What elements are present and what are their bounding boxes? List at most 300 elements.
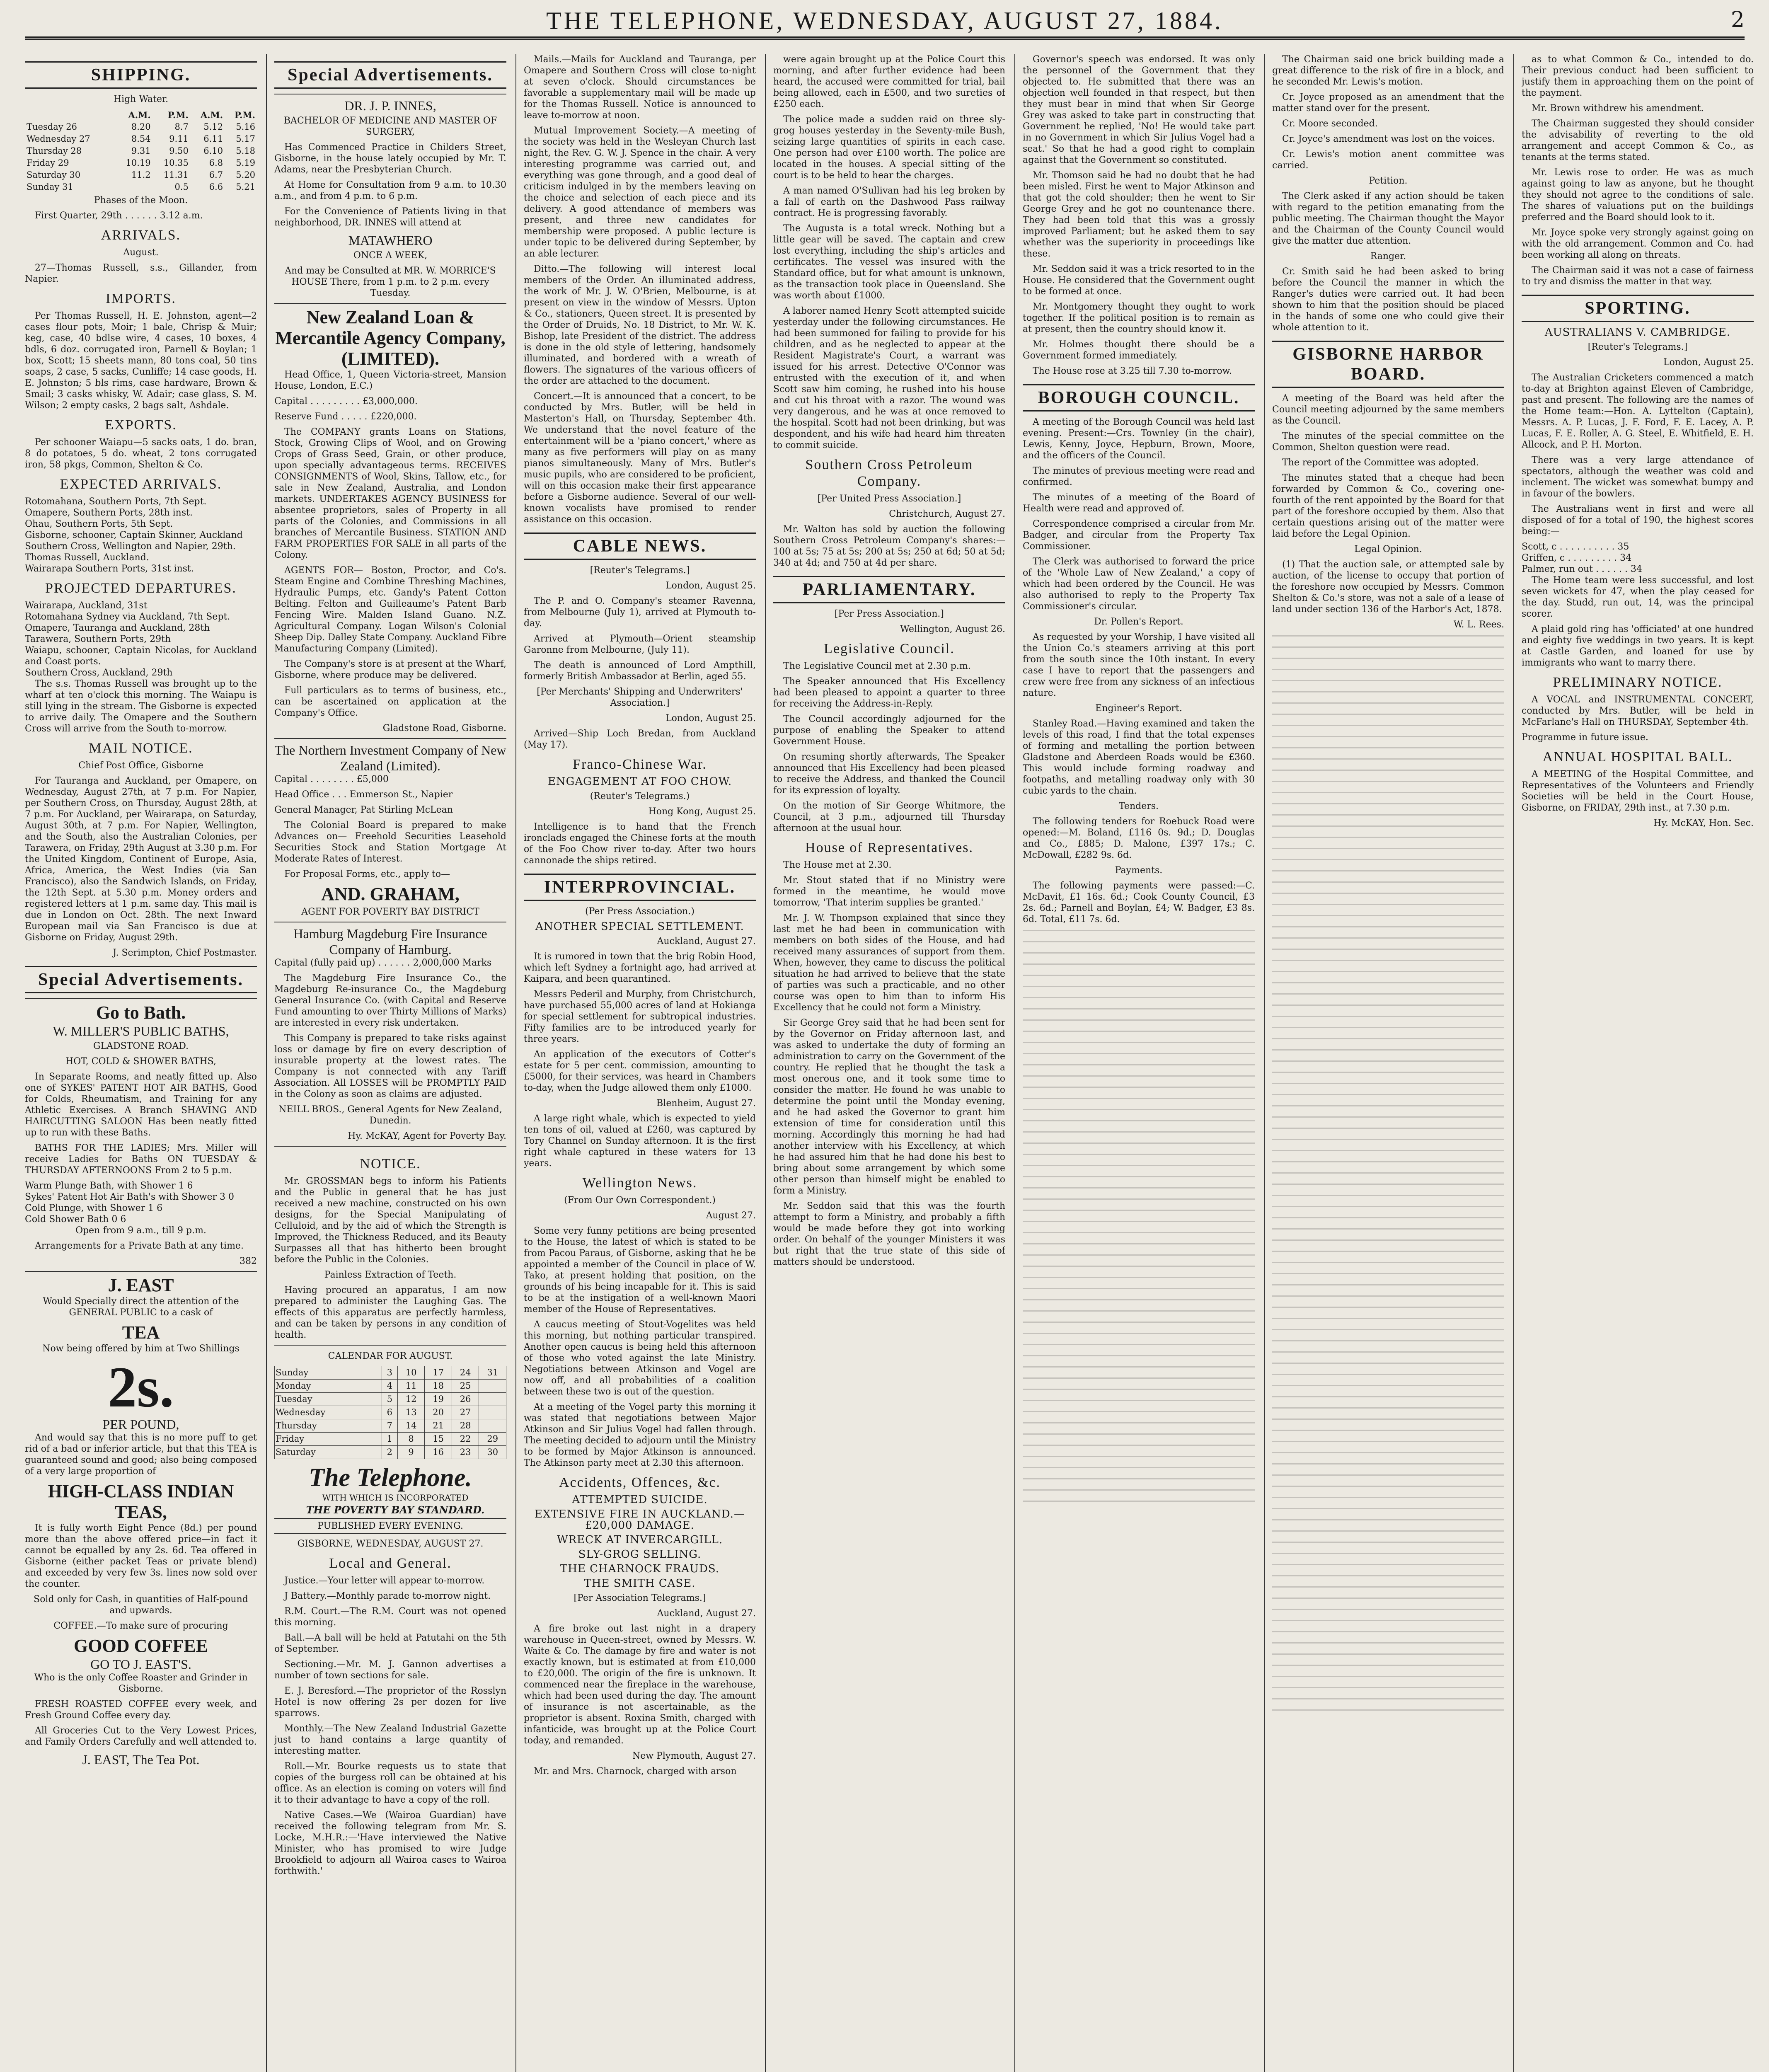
sporting-source: [Reuter's Telegrams.]: [1588, 342, 1688, 352]
calendar-cell: 8: [397, 1433, 425, 1446]
tenders-heading: Tenders.: [1118, 801, 1159, 811]
column-2: [274, 54, 506, 2072]
petition-heading: Petition.: [1369, 176, 1408, 186]
calendar-cell: Sunday: [275, 1366, 382, 1380]
house-paras: [773, 859, 1005, 1268]
leg-paragraph: On the motion of Sir George Whitmore, the Council, at 3 p.m., adjourned till Thursday afternoon at the usual hour.: [773, 801, 1005, 833]
column-rule: [515, 54, 516, 2072]
hospital-text: A MEETING of the Hospital Committee, and Representatives of the Volunteers and Friendly Societies will be held in the Court House, Gisborne, on FRIDAY, 29th inst., at 7.30 p.m.: [1522, 769, 1754, 813]
matawhero: MATAWHERO: [348, 233, 433, 248]
news-paragraph: Mr. Seddon said it was a trick resorted to in the House. He considered that the Government ought to be formed at once.: [1023, 264, 1255, 297]
northern-ad: [274, 738, 506, 917]
inter-source: (Per Press Association.): [585, 906, 695, 917]
moon-line: First Quarter, 29th . . . . . . 3.12 a.m.: [35, 211, 203, 221]
notice-ad: [274, 1146, 506, 1341]
cable-paragraph: The P. and O. Company's steamer Ravenna, from Melbourne (July 1), arrived at Plymouth to-day.: [524, 596, 756, 629]
local-paras: [274, 1575, 506, 1877]
east-text5: Sold only for Cash, in quantities of Half-pound and upwards.: [34, 1594, 248, 1616]
news-paragraph: Cr. Moore seconded.: [1282, 119, 1378, 129]
column-rule: [765, 54, 766, 2072]
payments-heading: Payments.: [1115, 865, 1163, 876]
hamburg-text: The Magdeburg Fire Insurance Co., the Magdeburg Re-insurance Co., the Magdeburg General Insurance Co. (with Capital and Reserve Fund amounting to over Thirty Millions of Marks) are interested in every risk undertaken.: [274, 973, 506, 1028]
calendar-cell: 18: [425, 1380, 452, 1393]
hamburg-text2: This Company is prepared to take risks against loss or damage by fire on every description of insurable property at the lowest rates. The Company is not connected with any Tariff Association. All LOSSES will be PROMPTLY PAID in the Colony as soon as claims are adjusted.: [274, 1033, 506, 1099]
tide-body: [25, 121, 257, 193]
calendar-cell: 4: [382, 1380, 397, 1393]
tide-cell: Sunday 31: [27, 182, 73, 192]
sporting-text2: There was a very large attendance of spectators, although the weather was cold and inclement. The wicket was somewhat bumpy and in favour of the bowlers.: [1522, 455, 1754, 499]
projected-item: Southern Cross, Auckland, 29th: [25, 668, 173, 678]
northern-manager: General Manager, Pat Stirling McLean: [274, 805, 453, 815]
tide-cell: 5.20: [236, 170, 255, 180]
innes-hours: At Home for Consultation from 9 a.m. to 10.30 a.m., and from 4 p.m. to 6 p.m.: [274, 180, 506, 201]
nzloan-addr: Gladstone Road, Gisborne.: [382, 723, 506, 733]
col3-paras: [524, 54, 756, 525]
tide-row: [25, 145, 257, 157]
inter-heading: INTERPROVINCIAL.: [524, 874, 756, 901]
column-rule: [1264, 54, 1265, 2072]
baths-price-list: [25, 1180, 257, 1225]
special-ads-heading: Special Advertisements.: [25, 966, 257, 993]
arrivals-month: August.: [123, 247, 159, 258]
baths-price-item: Warm Plunge Bath, with Shower 1 6: [25, 1181, 193, 1191]
prelim-text: A VOCAL and INSTRUMENTAL CONCERT, conducted by Mrs. Butler, will be held in McFarlane's Hall on THURSDAY, September 4th.: [1522, 695, 1754, 727]
tide-cell: 5.17: [236, 134, 255, 144]
nzloan-ad: [274, 303, 506, 734]
projected-item: Waiapu, schooner, Captain Nicolas, for Auckland and Coast ports.: [25, 645, 257, 667]
ranger-heading: Ranger.: [1370, 251, 1406, 261]
calendar-cell: 3: [382, 1366, 397, 1380]
calendar-row: [275, 1393, 506, 1406]
cable-date: London, August 25.: [665, 581, 756, 591]
text-body-filler: [1272, 635, 1504, 1713]
franco-text: Intelligence is to hand that the French ironclads engaged the Chinese forts at the mouth of the Foo Chow river to-day. After two hours cannonade the ships retired.: [524, 822, 756, 866]
east-tea: TEA: [122, 1322, 160, 1343]
tide-col: P.M.: [167, 110, 189, 120]
plaid-text: A plaid gold ring has 'officiated' at one hundred and eighty five weddings in two years. It is kept at Castle Garden, and loaned for use by immigrants who want to marry there.: [1522, 624, 1754, 668]
imports-heading: IMPORTS.: [106, 291, 176, 306]
borough-paragraph: A meeting of the Borough Council was held last evening. Present:—Crs. Townley (in the chair), Lewis, Kenny, Joyce, Hepburn, Brown, Moore, and the officers of the Council.: [1023, 417, 1255, 461]
calendar-cell: 25: [452, 1380, 479, 1393]
nzloan-capital: Capital . . . . . . . . . £3,000,000.: [274, 396, 418, 407]
teapot: J. EAST, The Tea Pot.: [82, 1752, 200, 1767]
prelim-heading: PRELIMINARY NOTICE.: [1553, 675, 1723, 690]
tide-cell: Thursday 28: [27, 146, 82, 156]
calendar-cell: Saturday: [275, 1446, 382, 1459]
paper-standard: THE POVERTY BAY STANDARD.: [306, 1504, 485, 1516]
column-rule: [1513, 54, 1514, 2072]
scpc-text: Mr. Walton has sold by auction the following Southern Cross Petroleum Company's shares:—100 at 5s; 75 at 5s; 200 at 5s; 250 at 6d; 50 at 5d; 340 at 4d; and 750 at 4d per share.: [773, 524, 1005, 568]
masthead: [25, 7, 1745, 40]
tide-cell: Wednesday 27: [27, 134, 90, 144]
projected-item: Omapere, Tauranga and Auckland, 28th: [25, 623, 210, 633]
acc-text2: Mr. and Mrs. Charnock, charged with arson: [534, 1766, 737, 1777]
borough-paragraph: The minutes of a meeting of the Board of Health were read and approved of.: [1023, 492, 1255, 514]
calendar-cell: 2: [382, 1446, 397, 1459]
tide-cell: 6.11: [203, 134, 223, 144]
prelim-programme: Programme in future issue.: [1522, 732, 1648, 743]
northern-forms: For Proposal Forms, etc., apply to—: [284, 869, 450, 879]
news-paragraph: Mr. Brown withdrew his amendment.: [1532, 103, 1704, 114]
expected-list: [25, 496, 257, 574]
imports-text: Per Thomas Russell, H. E. Johnston, agent—2 cases flour pots, Moir; 1 bale, Chrisp & Muir; keg, case, 40 bdlse wire, 4 cases, 10 boxes, 4 bdls, 6 doz. corrugated iron, Parnell & Boylan; 1 box, Scott; 15 sheets mann, 80 tons coal, 50 tins soaps, 2 case, 5 sacks, Cunliffe; 14 case goods, H. E. Johnston; 5 bls rims, case hardware, Brown & Smail; 3 casks whisky, W. Adair; case glass, S. M. Wilson; 2 empty casks, 2 bags salt, Ashdale.: [25, 311, 257, 411]
calendar-cell: Thursday: [275, 1419, 382, 1433]
franco-date: Hong Kong, August 25.: [648, 806, 756, 817]
leg-paragraph: On resuming shortly afterwards, The Speaker announced that His Excellency had been pleased to receive the Address, and thanked the Council for its expression of loyalty.: [773, 752, 1005, 796]
news-paragraph: Mr. Lewis rose to order. He was as much against going to law as anyone, but he thought they should not agree to the conditions of sale. The shares of valuations put on the buildings preferred and the Board should look to it.: [1522, 167, 1754, 223]
baths-price-item: Cold Plunge, with Shower 1 6: [25, 1203, 163, 1213]
tide-heading: High Water.: [113, 94, 169, 104]
wellington-heading: Wellington News.: [582, 1175, 697, 1191]
acc-source: [Per Association Telegrams.]: [574, 1593, 706, 1603]
baths-open: Open from 9 a.m., till 9 p.m.: [75, 1225, 206, 1236]
borough-paragraph: Correspondence comprised a circular from Mr. Badger, and circular from the Property Tax Commissioner.: [1023, 519, 1255, 552]
calendar-cell: 17: [425, 1366, 452, 1380]
borough-paragraph: The Clerk was authorised to forward the price of the 'Whole Law of New Zealand,' a copy of which had been ordered by the Council. He was also authorised to reply to the Property Tax Commissioner's circular.: [1023, 557, 1255, 612]
calendar-row: [275, 1446, 506, 1459]
exports-text: Per schooner Waiapu—5 sacks oats, 1 do. bran, 8 do potatoes, 5 do. wheat, 2 tons corrugated iron, 58 pkgs, Common, Shelton & Co.: [25, 437, 257, 470]
expected-item: Southern Cross, Wellington and Napier, 29th.: [25, 541, 236, 552]
cable-para2: Arrived—Ship Loch Bredan, from Auckland (May 17).: [524, 729, 756, 750]
baths-price-item: Sykes' Patent Hot Air Bath's with Shower 3 0: [25, 1192, 235, 1202]
tide-cell: 6.8: [209, 158, 223, 168]
calendar-cell: 14: [397, 1419, 425, 1433]
tide-cell: 8.7: [174, 122, 189, 132]
house-paragraph: Sir George Grey said that he had been sent for by the Governor on Friday afternoon last, and was asked to undertake the duty of forming an administration to carry on the Government of the country. He replied that he thought the task a most onerous one, and it took some time to consider the matter. He found he was unable to determine the point until the Monday evening, and he had asked the Governor to grant him extension of time for consideration until this morning. Accordingly this morning he had had another interview with his Excellency, at which he had assured him that he had done his best to bring about some arrangement by which some other person than himself might be enabled to form a Ministry.: [773, 1018, 1005, 1196]
paper-with: WITH WHICH IS INCORPORATED: [322, 1493, 469, 1503]
petition-heading-5: Dr. Pollen's Report.: [1094, 617, 1183, 627]
calendar-cell: 6: [382, 1406, 397, 1419]
leg-heading: Legislative Council.: [824, 641, 955, 656]
baths-code: 382: [240, 1256, 257, 1266]
hamburg-capital: Capital (fully paid up) . . . . . . 2,000,000 Marks: [274, 958, 492, 968]
news-paragraph: The Augusta is a total wreck. Nothing but a little gear will be saved. The captain and crew lost everything, including the ship's articles and certificates. The vessel was insured with the Standard office, but for what amount is unknown, as the transaction took place in Queensland. She was worth about £1000.: [773, 223, 1005, 301]
cable-source: [Reuter's Telegrams.]: [590, 565, 690, 576]
calendar: [274, 1345, 506, 1459]
score-item: Palmer, run out . . . . . . 34: [1522, 564, 1642, 574]
calendar-cell: 9: [397, 1446, 425, 1459]
house-heading: House of Representatives.: [805, 840, 973, 855]
east-text4: It is fully worth Eight Pence (8d.) per pound more than the above offered price—in fact it cannot be equalled by any 2s. 6d. Tea offered in Gisborne (either packet Teas or private blend) and exceeded by very few 3s. lines now sold over the counter.: [25, 1523, 257, 1589]
column-7: [1522, 54, 1754, 2072]
hamburg-local: Hy. McKAY, Agent for Poverty Bay.: [348, 1131, 506, 1141]
column-4: [773, 54, 1005, 2072]
tide-cell: 0.5: [174, 182, 189, 192]
local-paragraph: Monthly.—The New Zealand Industrial Gazette just to hand contains a large quantity of interesting matter.: [274, 1723, 506, 1756]
news-paragraph: Mails.—Mails for Auckland and Tauranga, per Omapere and Southern Cross will close to-night at seven o'clock. Should circumstances be favorable a supplementary mail will be made up for the Thomas Russell. Notice is announced to leave to-morrow at noon.: [524, 54, 756, 121]
wellington-text3: At a meeting of the Vogel party this morning it was stated that negotiations between Major Atkinson and Sir Julius Vogel had fallen through. The meeting decided to adjourn until the Ministry to be formed by Major Atkinson is announced. The Atkinson party meet at 2.30 this afternoon.: [524, 1402, 756, 1468]
score-item: Scott, c . . . . . . . . . . 35: [1522, 542, 1629, 552]
tide-row: [25, 121, 257, 133]
house-paragraph: Mr. Seddon said that this was the fourth attempt to form a Ministry, and probably a fifth would be made before they got into working order. On behalf of the younger Ministers it was but right that the true state of this side of matters should be understood.: [773, 1201, 1005, 1267]
house-paragraph: Mr. Stout stated that if no Ministry were formed in the meantime, he would move tomorrow, 'That interim supplies be granted.': [773, 875, 1005, 908]
accidents-heading: Accidents, Offences, &c.: [559, 1475, 721, 1490]
news-paragraph: Mr. Montgomery thought they ought to work together. If the political position is to remain as at present, then the country should know it.: [1023, 302, 1255, 334]
northern-text: The Colonial Board is prepared to make Advances on— Freehold Securities Leasehold Securities Stock and Station Mortgage At Moderate Rates of Interest.: [274, 820, 506, 864]
tide-row: [25, 157, 257, 169]
gisborne-heading: GISBORNE HARBOR BOARD.: [1272, 341, 1504, 388]
nzloan-agents: AGENTS FOR— Boston, Proctor, and Co's. Steam Engine and Combine Threshing Machines, Hydraulic Pumps, etc. Gandy's Patent Cotton Belting. Felton and Guilleaume's Patent Barb Fencing Wire. Malden Island Guano. N.Z. Agricultural Company. Logan Wilson's Colonial Sheep Dip. Dalley State Company. Auckland Fibre Manufacturing Company (Limited).: [274, 565, 506, 654]
borough-paragraph: The minutes of previous meeting were read and confirmed.: [1023, 466, 1255, 487]
calendar-cell: 13: [397, 1406, 425, 1419]
calendar-cell: 7: [382, 1419, 397, 1433]
east-ad: [25, 1271, 257, 1767]
house-paragraph: Mr. J. W. Thompson explained that since they last met he had been in communication with members on both sides of the House, and had received many assurances of support from them. When, however, they came to discuss the political situation he had arrived to believe that the state of parties was such a practicable, and no other course was open to him than to inform His Excellency that he could not form a Ministry.: [773, 913, 1005, 1013]
baths-ladies: BATHS FOR THE LADIES; Mrs. Miller will receive Ladies for Baths ON TUESDAY & THURSDAY AFTERNOONS From 2 to 5 p.m.: [25, 1143, 257, 1176]
east-highclass: HIGH-CLASS INDIAN TEAS,: [48, 1481, 234, 1522]
news-paragraph: Mr. Thomson said he had no doubt that he had been misled. First he went to Major Atkinson and that got the cold shoulder; then he went to Sir George Grey and he got no countenance there. They had been told that this was a grossly improved Parliament; but he asked them to say whether was the superiority in proceedings like these.: [1023, 170, 1255, 259]
text-body-filler: [1023, 930, 1255, 1510]
calendar-row: [275, 1433, 506, 1446]
acc-sub1: ATTEMPTED SUICIDE.: [572, 1493, 708, 1506]
moon-heading: Phases of the Moon.: [94, 195, 188, 206]
projected-list: [25, 600, 257, 678]
east-per: PER POUND,: [102, 1417, 179, 1432]
tide-cell: 9.11: [169, 134, 189, 144]
calendar-cell: [479, 1380, 506, 1393]
hamburg-title: Hamburg Magdeburg Fire Insurance Company of Hamburg.: [293, 926, 487, 957]
coffee-go: GO TO J. EAST'S.: [90, 1657, 191, 1672]
cable-paragraph: The death is announced of Lord Ampthill, formerly British Ambassador at Berlin, aged 55.: [524, 660, 756, 682]
tide-cell: Tuesday 26: [27, 122, 77, 132]
borough-paras: [1023, 416, 1255, 612]
tide-cell: 11.2: [131, 170, 151, 180]
acc-sub5: THE CHARNOCK FRAUDS.: [560, 1563, 720, 1575]
local-paragraph: R.M. Court.—The R.M. Court was not opened this morning.: [274, 1606, 506, 1628]
payments-text: The following payments were passed:—C. McDavit, £1 16s. 6d.; Cook County Council, £3 2s. 6d.; Parnell and Boylan, £4; W. Badger, £3 8s. 6d. Total, £11 7s. 6d.: [1023, 881, 1255, 925]
hospital-signed: Hy. McKAY, Hon. Sec.: [1653, 818, 1754, 828]
tide-cell: 8.54: [131, 134, 151, 144]
east-text3: And would say that this is no more puff to get rid of a bad or inferior article, but that this TEA is guaranteed sound and good; also being composed of a very large proportion of: [25, 1433, 257, 1477]
tide-cell: 5.21: [236, 182, 255, 192]
calendar-cell: 12: [397, 1393, 425, 1406]
tide-col: A.M.: [128, 110, 151, 120]
inter-paragraph: An application of the executors of Cotter's estate for 5 per cent. commission, amounting to £5000, for their services, was heard in Chambers to-day, when the Judge allowed them only £1000.: [524, 1049, 756, 1093]
column-5: [1023, 54, 1255, 2072]
notice-text2: Having procured an apparatus, I am now prepared to administer the Laughing Gas. The effects of this apparatus are perfectly harmless, and can be taken by persons in any condition of health.: [274, 1285, 506, 1340]
tide-cell: 5.19: [236, 158, 255, 168]
local-paragraph: Sectioning.—Mr. M. J. Gannon advertises a number of town sections for sale.: [274, 1659, 506, 1681]
calendar-cell: Wednesday: [275, 1406, 382, 1419]
petition-text-5: As requested by your Worship, I have visited all the Union Co.'s steamers arriving at this port from the south since the 10th instant. In every case I have to report that the passengers and crew were free from any sickness of an infectious nature.: [1023, 632, 1255, 698]
projected-item: Rotomahana Sydney via Auckland, 7th Sept.: [25, 612, 230, 622]
news-paragraph: as to what Common & Co., intended to do. Their previous conduct had been sufficient to justify them in approaching them on the point of the payment.: [1522, 54, 1754, 98]
acc-sub4: SLY-GROG SELLING.: [578, 1548, 702, 1561]
sporting-text3: The Australians went in first and were all disposed of for a total of 190, the highest scores being:—: [1522, 504, 1754, 537]
special-ads-heading-2: Special Advertisements.: [274, 61, 506, 89]
cable-paras: [524, 595, 756, 682]
coffee-big: GOOD COFFEE: [74, 1636, 208, 1656]
calendar-cell: 22: [452, 1433, 479, 1446]
tide-cell: 6.10: [203, 146, 223, 156]
tide-cell: 5.16: [236, 122, 255, 132]
tide-cell: [114, 181, 152, 193]
scpc-heading: Southern Cross Petroleum Company.: [805, 457, 973, 489]
shipping-heading: SHIPPING.: [25, 61, 257, 89]
baths-title: Go to Bath.: [96, 1002, 186, 1023]
news-paragraph: Concert.—It is announced that a concert, to be conducted by Mrs. Butler, will be held in Masterton's Hall, on Thursday, September 4th. We understand that the novel feature of the entertainment will be a 'piano concert,' where as many as five performers will play on as many pianos simultaneously. Many of Mrs. Butler's music pupils, who are considered to be proficient, will on this occasion make their first appearance before a Gisborne audience. Several of our well-known vocalists have promised to render assistance on this occasion.: [524, 391, 756, 525]
calendar-cell: 29: [479, 1433, 506, 1446]
east-name: J. EAST: [108, 1275, 174, 1295]
calendar-cell: 21: [425, 1419, 452, 1433]
expected-item: Wairarapa Southern Ports, 31st inst.: [25, 564, 194, 574]
hamburg-ad: [274, 922, 506, 1142]
news-paragraph: Governor's speech was endorsed. It was only the personnel of the Government that they objected to. He submitted that there was an objection well founded in that respect, but then they must bear in mind that when Sir George Grey was asked to take part in constructing that Government he replied, 'No! He would take part in no Government in which Sir Julius Vogel had a seat.' So that he had a good right to complain against that the Government so constituted.: [1023, 54, 1255, 165]
news-paragraph: Mr. Holmes thought there should be a Government formed immediately.: [1023, 339, 1255, 361]
mail-text: For Tauranga and Auckland, per Omapere, on Wednesday, August 27th, at 7 p.m. For Napier, per Southern Cross, on Thursday, August 28th, at 7 p.m. For Auckland, per Wairarapa, on Saturday, August 30th, at 7 p.m. For Napier, Wellington, and the South, also the Australian Colonies, per Tarawera, on Friday, 29th August at 3.30 p.m. For the United Kingdom, Continent of Europe, Asia, Africa, America, the West Indies (via San Francisco), also the Sandwich Islands, on Friday, the 12th Sept. at 5.30 p.m. Money orders and registered letters at 1 p.m. same day. This mail is due in London on Oct. 28th. The next Inward European mail via San Francisco is due at Gisborne on Friday, August 29th.: [25, 776, 257, 943]
calendar-cell: 26: [452, 1393, 479, 1406]
column-3: [524, 54, 756, 2072]
news-paragraph: The Chairman said one brick building made a great difference to the risk of fire in a block, and he seconded Mr. Lewis's motion.: [1272, 54, 1504, 87]
local-paragraph: Ball.—A ball will be held at Patutahi on the 5th of September.: [274, 1633, 506, 1654]
hospital-heading: ANNUAL HOSPITAL BALL.: [1542, 749, 1733, 765]
calendar-cell: Monday: [275, 1380, 382, 1393]
cable-paragraph: Arrived at Plymouth—Orient steamship Garonne from Melbourne, (July 11).: [524, 634, 756, 655]
calendar-cell: 27: [452, 1406, 479, 1419]
news-paragraph: The police made a sudden raid on three sly-grog houses yesterday in the Seventy-mile Bush, seizing large quantities of spirits in each case. One person had over £100 worth. The police are located in the houses. A special sitting of the court is to be held to hear the charges.: [773, 114, 1005, 181]
tide-row: [25, 169, 257, 181]
cable-heading: CABLE NEWS.: [524, 533, 756, 560]
coffee-note: COFFEE.—To make sure of procuring: [53, 1621, 228, 1631]
paper-pub: PUBLISHED EVERY EVENING.: [274, 1518, 506, 1534]
acc-date: Auckland, August 27.: [657, 1608, 756, 1619]
inter-paras: [524, 951, 756, 1094]
tide-cell: Saturday 30: [27, 170, 81, 180]
gisborne-paragraph: A meeting of the Board was held after the Council meeting adjourned by the same members as the Council.: [1272, 393, 1504, 426]
nzloan-info: Full particulars as to terms of business, etc., can be ascertained on application at the Company's Office.: [274, 685, 506, 718]
innes-ad: [274, 94, 506, 299]
gisborne-paragraph: The minutes stated that a cheque had been forwarded by Common & Co., covering one-fourth of the rent appointed by the Board for that part of the foreshore occupied by them. Also that certain questions arising out of the matter were laid before the Legal Opinion.: [1272, 473, 1504, 539]
news-paragraph: The Chairman said it was not a case of fairness to try and dismiss the matter in that way.: [1522, 265, 1754, 287]
graham-sub: AGENT FOR POVERTY BAY DISTRICT: [301, 907, 479, 917]
petition-text: The Clerk asked if any action should be taken with regard to the petition emanating from the public meeting. The Chairman thought the Mayor and the Chairman of the County Council would give the matter due attention.: [1272, 191, 1504, 246]
calendar-row: [275, 1366, 506, 1380]
local-paragraph: Justice.—Your letter will appear to-morrow.: [284, 1576, 485, 1586]
exports-heading: EXPORTS.: [105, 417, 177, 433]
inter-para2: A large right whale, which is expected to yield ten tons of oil, valued at £260, was captured by Tory Channel on Sunday afternoon. It is the first right whale captured in these waters for 13 years.: [524, 1113, 756, 1169]
local-heading: Local and General.: [329, 1556, 452, 1571]
inter-date2: Blenheim, August 27.: [656, 1098, 756, 1109]
expected-item: Ohau, Southern Ports, 5th Sept.: [25, 519, 173, 529]
tide-table: [25, 109, 257, 193]
nzloan-title: New Zealand Loan & Mercantile Agency Company, (LIMITED).: [275, 307, 506, 369]
sporting-sub: AUSTRALIANS V. CAMBRIDGE.: [1544, 326, 1731, 339]
news-paragraph: Mr. Joyce spoke very strongly against going on with the old arrangement. Common and Co. had been working all along on threats.: [1522, 228, 1754, 260]
wellington-source: (From Our Own Correspondent.): [564, 1195, 716, 1205]
engineer-text: Stanley Road.—Having examined and taken the levels of this road, I find that the total expenses of forming and metalling the portion between Gladstone and Aberdeen Roads would be £360. This would include forming roadway and footpaths, and metalling roadway only with 30 cubic yards to the chain.: [1023, 719, 1255, 796]
tide-row: [25, 181, 257, 193]
news-paragraph: Mutual Improvement Society.—A meeting of the society was held in the Wesleyan Church last night, the Rev. G. W. J. Spence in the chair. A very interesting programme was carried out, and everything was gone through, and a good deal of criticism indulged in by the members leaving on the choice and selection of each piece and its delivery. A good attendance of members was present, and three new candidates for membership were proposed. A public lecture is under topic to be delivered during September, by an able lecturer.: [524, 126, 756, 259]
wellington-date: August 27.: [706, 1210, 756, 1221]
tide-cell: 10.35: [163, 158, 189, 168]
scpc-date: Christchurch, August 27.: [889, 509, 1005, 519]
baths-private: Arrangements for a Private Bath at any time.: [35, 1241, 244, 1251]
leg-paragraph: The Speaker announced that His Excellency had been pleased to appoint a quarter to three for receiving the Address-in-Reply.: [773, 676, 1005, 709]
franco-sub: ENGAGEMENT AT FOO CHOW.: [547, 775, 732, 788]
northern-capital: Capital . . . . . . . . £5,000: [274, 774, 389, 784]
nzloan-text: The COMPANY grants Loans on Stations, Stock, Growing Clips of Wool, and on Growing Crops of Grass Seed, Grain, or other produce, upon specially advantageous terms. RECEIVES CONSIGNMENTS of Wool, Skins, Tallow, etc., for sale in New Zealand, Australia, and London markets. UNDERTAKES AGENCY BUSINESS for absentee proprietors, sales of Property in all parts of the Colonies, and Commissions in all branches of Mercantile Business. STATION AND FARM PROPERTIES FOR SALE in all parts of the Colony.: [274, 427, 506, 560]
news-paragraph: were again brought up at the Police Court this morning, and after further evidence had been heard, the accused were committed for trial, bail being allowed, each in £500, and two sureties of £250 each.: [773, 54, 1005, 109]
arrivals-heading: ARRIVALS.: [101, 228, 181, 243]
innes-name: DR. J. P. INNES,: [344, 98, 436, 113]
wellington-text2: A caucus meeting of Stout-Vogelites was held this morning, but nothing particular transpired. Another open caucus is being held this afternoon of those who voted against the late Ministry. Negotiations between Atkinson and Vogel are now off, and all probabilities of a coalition between these two is out of the question.: [524, 1319, 756, 1397]
mail-heading: MAIL NOTICE.: [89, 741, 193, 756]
legal-text: (1) That the auction sale, or attempted sale by auction, of the license to occupy that portion of the foreshore now occupied by Messrs. Common Shelton & Co.'s store, was not a sale of a lease of land under section 136 of the Harbor's Act, 1878.: [1272, 559, 1504, 615]
tide-header-row: [25, 109, 257, 121]
calendar-cell: 30: [479, 1446, 506, 1459]
expected-item: Thomas Russell, Auckland.: [25, 552, 149, 563]
mail-signed: J. Serimpton, Chief Postmaster.: [113, 948, 257, 958]
baths-name: W. MILLER'S PUBLIC BATHS,: [53, 1024, 229, 1038]
gisborne-paragraph: The report of the Committee was adopted.: [1282, 457, 1479, 468]
matawhero-sub: ONCE A WEEK,: [353, 250, 428, 261]
tide-cell: 9.31: [131, 146, 151, 156]
coffee-text: Who is the only Coffee Roaster and Grinder in Gisborne.: [34, 1673, 248, 1694]
local-paragraph: J Battery.—Monthly parade to-morrow night.: [284, 1591, 491, 1601]
score-item: Griffen, c . . . . . . . . . 34: [1522, 553, 1632, 563]
paper-date: GISBORNE, WEDNESDAY, AUGUST 27.: [297, 1539, 484, 1549]
wellington-text: Some very funny petitions are being presented to the House, the latest of which is stated to be from Pacou Paraus, of Gisborne, asking that he be appointed a member of the Council in place of W. Tako, at present holding that position, on the grounds of his being incapable for it. This is said to be at the instigation of a well-known Maori member of the House of Representatives.: [524, 1226, 756, 1314]
parl-heading: PARLIAMENTARY.: [773, 576, 1005, 603]
acc-sub6: THE SMITH CASE.: [584, 1577, 696, 1590]
calendar-cell: 24: [452, 1366, 479, 1380]
tide-col: [25, 109, 114, 121]
calendar-cell: 11: [397, 1380, 425, 1393]
cable-date2: London, August 25.: [665, 713, 756, 724]
inter-paragraph: It is rumored in town that the brig Robin Hood, which left Sydney a fortnight ago, had arrived at Kaipara, and been quarantined.: [524, 951, 756, 984]
masthead-title: THE TELEPHONE, WEDNESDAY, AUGUST 27, 1884.: [546, 7, 1223, 34]
projected-item: Tarawera, Southern Ports, 29th: [25, 634, 171, 644]
news-paragraph: The House rose at 3.25 till 7.30 to-morrow.: [1033, 366, 1232, 376]
calendar-cell: [479, 1406, 506, 1419]
nzloan-reserve: Reserve Fund . . . . . £220,000.: [274, 411, 417, 422]
calendar-cell: 23: [452, 1446, 479, 1459]
gisborne-paragraph: The minutes of the special committee on the Common, Shelton question were read.: [1272, 431, 1504, 453]
tide-cell: 10.19: [126, 158, 151, 168]
news-paragraph: The Chairman suggested they should consider the advisability of reverting to the old arrangement and accept Common & Co., as tenants at the terms stated.: [1522, 119, 1754, 162]
calendar-cell: 10: [397, 1366, 425, 1380]
column-rule: [266, 54, 267, 2072]
projected-note: The s.s. Thomas Russell was brought up to the wharf at ten o'clock this morning. The Waiapu is still lying in the stream. The Gisborne is expected to arrive daily. The Omapere and the Southern Cross will arrive from the South to-morrow.: [25, 679, 257, 734]
tide-cell: 6.7: [209, 170, 223, 180]
innes-title: BACHELOR OF MEDICINE AND MASTER OF SURGERY,: [283, 116, 497, 137]
calendar-row: [275, 1380, 506, 1393]
col4-paras: [773, 54, 1005, 451]
franco-heading: Franco-Chinese War.: [573, 757, 707, 772]
inter-date: Auckland, August 27.: [657, 936, 756, 946]
house-paragraph: The House met at 2.30.: [783, 860, 892, 870]
arrivals-text: 27—Thomas Russell, s.s., Gillander, from Napier.: [25, 263, 257, 284]
tenders-text: The following tenders for Roebuck Road were opened:—M. Boland, £116 0s. 9d.; D. Douglas and Co., £885; D. Malone, £397 17s.; C. McDowall, £282 9s. 6d.: [1023, 816, 1255, 860]
tide-cell: 5.12: [203, 122, 223, 132]
tide-cell: Friday 29: [27, 158, 69, 168]
calendar-cell: 19: [425, 1393, 452, 1406]
baths-text: In Separate Rooms, and neatly fitted up. Also one of SYKES' PATENT HOT AIR BATHS, Good for Colds, Rheumatism, and Training for any Athletic Exercises. A Branch SHAVING AND HAIRCUTTING SALOON Has been neatly fitted up to run with these Baths.: [25, 1072, 257, 1138]
calendar-cell: [479, 1419, 506, 1433]
calendar-row: [275, 1406, 506, 1419]
column-6: [1272, 54, 1504, 2072]
expected-heading: EXPECTED ARRIVALS.: [60, 477, 222, 492]
nzloan-store: The Company's store is at present at the Wharf, Gisborne, where produce may be delivered.: [274, 659, 506, 680]
calendar-cell: [479, 1393, 506, 1406]
calendar-cell: Tuesday: [275, 1393, 382, 1406]
calendar-cell: 20: [425, 1406, 452, 1419]
leg-paragraph: The Council accordingly adjourned for the purpose of enabling the Speaker to attend Government House.: [773, 714, 1005, 747]
calendar-cell: 1: [382, 1433, 397, 1446]
innes-text: Has Commenced Practice in Childers Street, Gisborne, in the house lately occupied by Mr. T. Adams, near the Presbyterian Church.: [274, 142, 506, 175]
tide-cell: 6.6: [209, 182, 223, 192]
calendar-cell: Friday: [275, 1433, 382, 1446]
